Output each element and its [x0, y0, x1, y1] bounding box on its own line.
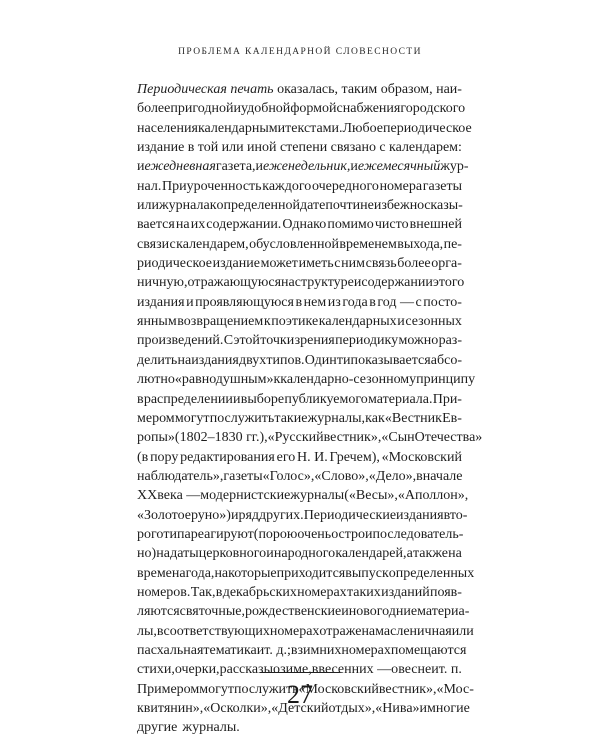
- word: изданий: [381, 584, 430, 600]
- word: год —: [377, 294, 414, 310]
- word: пасхальная: [137, 642, 204, 658]
- word: номеров.: [137, 584, 191, 600]
- word: о: [391, 662, 399, 678]
- word: может: [260, 256, 298, 272]
- word: календарем:: [389, 140, 462, 156]
- word: «Детский: [271, 701, 329, 716]
- text-line: [137, 564, 475, 583]
- word: и: [431, 662, 439, 678]
- word: весенних —: [318, 662, 392, 678]
- word: содержании.: [206, 217, 282, 233]
- text-line: [137, 718, 462, 737]
- word: или: [221, 140, 244, 156]
- word: оказалась,: [277, 82, 339, 97]
- text-line: [137, 583, 462, 602]
- word: («Весы»,: [344, 488, 398, 504]
- word: года: [342, 294, 368, 310]
- italic-word: ежемесячный: [357, 159, 441, 175]
- word: помимо: [327, 217, 374, 233]
- word: издание: [212, 256, 260, 272]
- word: и: [397, 314, 405, 330]
- text-line: [137, 157, 469, 176]
- word: святочные,: [179, 604, 245, 620]
- text-line: [137, 80, 462, 99]
- word: и: [341, 604, 349, 620]
- word: газеты: [422, 178, 462, 194]
- word: журналы,: [307, 410, 365, 426]
- word: номерах: [341, 642, 391, 658]
- word: послужить: [234, 681, 299, 697]
- word: могут: [199, 681, 235, 697]
- word: иметь: [298, 256, 334, 272]
- word: на: [156, 546, 171, 562]
- word: произведений.: [137, 333, 224, 349]
- word: периодическое: [382, 120, 472, 136]
- text-line: [137, 119, 472, 138]
- word: календарных: [318, 314, 397, 330]
- word: иной: [247, 140, 277, 156]
- text-line: [137, 448, 462, 467]
- word: «Золотое: [137, 507, 191, 523]
- word: и: [186, 294, 194, 310]
- word: пору: [150, 449, 179, 465]
- word: другие: [137, 720, 178, 736]
- word: декабрьских: [222, 584, 297, 600]
- text-line: [137, 99, 466, 118]
- word: календарем,: [176, 236, 249, 252]
- word: к: [209, 198, 217, 214]
- word: номерах: [297, 584, 347, 600]
- word: очень: [297, 526, 332, 542]
- word: на: [214, 565, 229, 581]
- word: календарными: [197, 120, 286, 136]
- word: а: [406, 546, 413, 562]
- word: «Голос»,: [262, 468, 315, 484]
- word: послужить: [209, 410, 275, 426]
- word: т. д.;: [264, 642, 291, 658]
- text-line: [137, 215, 462, 234]
- word: делить: [137, 352, 178, 368]
- word: «Дело»,: [368, 468, 417, 484]
- word: внешней: [409, 217, 462, 233]
- word: ропы»: [137, 430, 175, 446]
- word: т. п.: [438, 662, 462, 678]
- word: С: [223, 333, 234, 349]
- word: тематика: [203, 642, 257, 658]
- word: нал.: [137, 178, 162, 194]
- word: газеты: [223, 468, 263, 484]
- word: из: [327, 294, 341, 310]
- text-line: [137, 196, 462, 215]
- word: модернистские: [200, 488, 291, 504]
- word: руно»): [190, 507, 231, 523]
- word: «Осколки»,: [203, 701, 272, 716]
- text-line: [137, 660, 462, 679]
- word: связь: [365, 256, 397, 272]
- word: связано: [330, 140, 376, 156]
- word: издания: [396, 507, 444, 523]
- word: стихи,: [137, 662, 175, 678]
- word: ляются: [137, 604, 180, 620]
- word: последователь-: [372, 526, 464, 542]
- word: раз-: [438, 333, 462, 349]
- word: с: [379, 140, 386, 156]
- word: и: [419, 701, 428, 716]
- word: как: [365, 410, 385, 426]
- word: ряд: [238, 507, 259, 523]
- word: к: [263, 314, 271, 330]
- word: календарно-сезонному: [280, 372, 417, 388]
- word: к: [273, 372, 281, 388]
- italic-word: Периодическая: [137, 82, 227, 97]
- text-line: [137, 390, 462, 409]
- word: янным: [137, 314, 177, 330]
- word: поэтике: [271, 314, 319, 330]
- word: его: [276, 449, 296, 465]
- text-line: [137, 622, 474, 641]
- word: с: [169, 236, 176, 252]
- word: и: [350, 159, 358, 175]
- word: определенных: [388, 565, 475, 581]
- word: рождественские: [244, 604, 342, 620]
- word: временем: [339, 236, 397, 252]
- word: начале: [422, 468, 463, 484]
- word: журналы: [290, 488, 345, 504]
- word: населения: [137, 120, 198, 136]
- word: на: [281, 275, 295, 291]
- word: зиме,: [280, 662, 312, 678]
- word: многие: [427, 701, 470, 716]
- word: других.: [259, 507, 304, 523]
- word: отдых»,: [328, 701, 376, 716]
- word: таких: [347, 584, 381, 600]
- word: отражающуюся: [187, 275, 282, 291]
- word: более: [397, 256, 431, 272]
- text-line: [137, 254, 462, 273]
- word: вестник»,: [323, 430, 382, 446]
- word: типов.: [266, 352, 305, 368]
- text-line: [137, 312, 462, 331]
- word: типа: [163, 526, 191, 542]
- word: нем: [303, 294, 327, 310]
- word: При-: [432, 391, 462, 407]
- page-number: 27: [287, 680, 313, 709]
- word: вается: [137, 217, 175, 233]
- text-line: [137, 544, 462, 563]
- word: абсо-: [430, 352, 462, 368]
- word: Гречем),: [329, 449, 380, 465]
- word: могут: [174, 410, 210, 426]
- word: также: [413, 546, 449, 562]
- word: Ев-: [442, 410, 462, 426]
- word: народного: [273, 546, 336, 562]
- word: (в: [137, 449, 149, 465]
- word: содержании: [361, 275, 433, 291]
- text-line: [137, 602, 470, 621]
- word: и: [266, 546, 274, 562]
- word: «Сын: [381, 430, 415, 446]
- word: сказы-: [424, 198, 463, 214]
- word: Отечества»: [414, 430, 483, 446]
- word: на: [177, 352, 192, 368]
- word: оказывается: [358, 352, 431, 368]
- text-line: [137, 506, 468, 525]
- word: и: [365, 526, 373, 542]
- word: дате: [300, 198, 326, 214]
- word: наблюдатель»,: [137, 468, 224, 484]
- word: очерки,: [174, 662, 220, 678]
- body-paragraph: [137, 80, 483, 738]
- word: на: [175, 217, 190, 233]
- word: и: [230, 507, 239, 523]
- word: наи-: [436, 82, 462, 97]
- word: номера: [379, 178, 423, 194]
- word: редактирования: [180, 449, 275, 465]
- word: (1802–1830 гг.),: [174, 430, 268, 446]
- word: и: [353, 275, 362, 291]
- word: проявляющуюся: [195, 294, 294, 310]
- word: их: [190, 217, 206, 233]
- word: (порою: [253, 526, 298, 542]
- text-line: [137, 641, 467, 660]
- word: в: [295, 294, 303, 310]
- word: и: [137, 159, 145, 175]
- word: реагируют: [190, 526, 254, 542]
- word: в: [187, 140, 195, 156]
- running-head: ПРОБЛЕМА КАЛЕНДАРНОЙ СЛОВЕСНОСТИ: [178, 47, 422, 57]
- word: выхода,: [397, 236, 444, 252]
- word: квитянин»,: [137, 701, 204, 716]
- word: жур-: [440, 159, 469, 175]
- word: появ-: [430, 584, 462, 600]
- word: в: [156, 623, 164, 639]
- word: такие: [274, 410, 308, 426]
- word: издания: [137, 294, 185, 310]
- word: или: [451, 623, 474, 639]
- word: обусловленной: [249, 236, 339, 252]
- word: возвращением: [177, 314, 264, 330]
- word: рого: [137, 526, 164, 542]
- word: «Московский: [381, 449, 462, 465]
- word: новогодние: [348, 604, 418, 620]
- text-line: [137, 235, 462, 254]
- folio-rule: [260, 672, 340, 673]
- word: точки: [260, 333, 295, 349]
- word: «равнодушным»: [174, 372, 274, 388]
- word: Однако: [282, 217, 327, 233]
- word: текстами.: [285, 120, 343, 136]
- word: лы,: [137, 623, 157, 639]
- word: и: [255, 159, 264, 175]
- word: Так,: [190, 584, 216, 600]
- word: Один: [304, 352, 337, 368]
- word: помещаются: [390, 642, 467, 658]
- word: очередного: [311, 178, 379, 194]
- word: пригодной: [170, 101, 234, 117]
- word: и: [256, 642, 265, 658]
- word: в: [290, 642, 298, 658]
- word: года,: [185, 565, 215, 581]
- word: но): [137, 546, 157, 562]
- word: о: [273, 662, 281, 678]
- word: в: [137, 391, 144, 407]
- word: орга-: [431, 256, 462, 272]
- word: которые: [228, 565, 277, 581]
- word: Примером: [137, 681, 200, 697]
- word: приходится: [276, 565, 346, 581]
- word: отражена: [319, 623, 376, 639]
- word: формой: [290, 101, 337, 117]
- word: зрения: [294, 333, 335, 349]
- word: журнала: [158, 198, 210, 214]
- word: рассказы: [219, 662, 273, 678]
- word: времена: [137, 565, 186, 581]
- word: «Слово»,: [314, 468, 369, 484]
- text-line: [137, 138, 462, 157]
- word: зимних: [297, 642, 342, 658]
- word: Любое: [342, 120, 383, 136]
- word: лютно: [137, 372, 175, 388]
- word: неизбежно: [360, 198, 425, 214]
- word: снабжения: [336, 101, 401, 117]
- word: связи: [137, 236, 170, 252]
- word: вто-: [443, 507, 468, 523]
- word: века —: [157, 488, 201, 504]
- text-line: [137, 409, 462, 428]
- word: степени: [279, 140, 328, 156]
- text-line: [137, 467, 462, 486]
- word: «Вестник: [384, 410, 442, 426]
- word: периодику: [335, 333, 399, 349]
- word: и: [233, 391, 241, 407]
- word: каждого: [262, 178, 312, 194]
- word: «Нива»: [375, 701, 420, 716]
- word: тип: [336, 352, 358, 368]
- word: распределении: [143, 391, 233, 407]
- word: можно: [398, 333, 439, 349]
- text-line: [137, 293, 462, 312]
- word: посто-: [423, 294, 462, 310]
- word: вестник»,: [378, 681, 437, 697]
- word: XX: [137, 488, 158, 504]
- word: двух: [238, 352, 267, 368]
- word: с: [415, 294, 422, 310]
- word: почти: [325, 198, 361, 214]
- italic-word: печать: [230, 82, 274, 97]
- word: риодическое: [137, 256, 212, 272]
- word: в: [215, 584, 223, 600]
- word: выпуск: [345, 565, 389, 581]
- word: Н. И.: [297, 449, 328, 465]
- text-line: [137, 370, 476, 389]
- word: этого: [432, 275, 465, 291]
- word: публикуемого: [284, 391, 368, 407]
- text-line: [137, 486, 469, 505]
- word: соответствующих: [163, 623, 270, 639]
- word: масленичная: [375, 623, 452, 639]
- text-line: [137, 331, 462, 350]
- word: «Мос-: [436, 681, 474, 697]
- word: ним: [341, 256, 365, 272]
- word: той: [197, 140, 219, 156]
- word: принципу: [416, 372, 476, 388]
- word: остро: [331, 526, 366, 542]
- text-line: [137, 525, 462, 544]
- word: городского: [400, 101, 466, 117]
- word: «Московский: [298, 681, 379, 697]
- word: сезонных: [405, 314, 462, 330]
- word: этой: [233, 333, 260, 349]
- word: чисто: [374, 217, 409, 233]
- word: ничную,: [137, 275, 188, 291]
- word: в: [311, 662, 319, 678]
- word: или: [137, 198, 159, 214]
- word: церковного: [198, 546, 267, 562]
- word: мером: [137, 410, 175, 426]
- word: более: [137, 101, 171, 117]
- word: журналы.: [182, 720, 240, 736]
- word: даты: [170, 546, 199, 562]
- word: структуре: [294, 275, 354, 291]
- word: материала.: [368, 391, 433, 407]
- word: на: [448, 546, 462, 562]
- word: издание: [137, 140, 185, 156]
- word: газета,: [215, 159, 256, 175]
- word: с: [334, 256, 341, 272]
- word: издания: [191, 352, 239, 368]
- word: Периодические: [303, 507, 397, 523]
- word: определенной: [216, 198, 301, 214]
- word: в: [416, 468, 423, 484]
- word: выборе: [240, 391, 285, 407]
- italic-word: ежедневная: [144, 159, 216, 175]
- word: удобной: [240, 101, 291, 117]
- word: в: [369, 294, 376, 310]
- word: пе-: [443, 236, 462, 252]
- word: «Русский: [267, 430, 324, 446]
- italic-word: еженедельник,: [263, 159, 351, 175]
- word: образом,: [380, 82, 433, 97]
- text-line: [137, 273, 465, 292]
- text-line: [137, 351, 462, 370]
- word: календарей,: [335, 546, 407, 562]
- word: таким: [341, 82, 378, 97]
- text-line: [137, 177, 462, 196]
- word: весне: [398, 662, 432, 678]
- word: и: [233, 101, 241, 117]
- text-line: [137, 428, 483, 447]
- word: материа-: [417, 604, 470, 620]
- word: Приуроченность: [162, 178, 262, 194]
- word: «Аполлон»,: [397, 488, 469, 504]
- word: номерах: [269, 623, 320, 639]
